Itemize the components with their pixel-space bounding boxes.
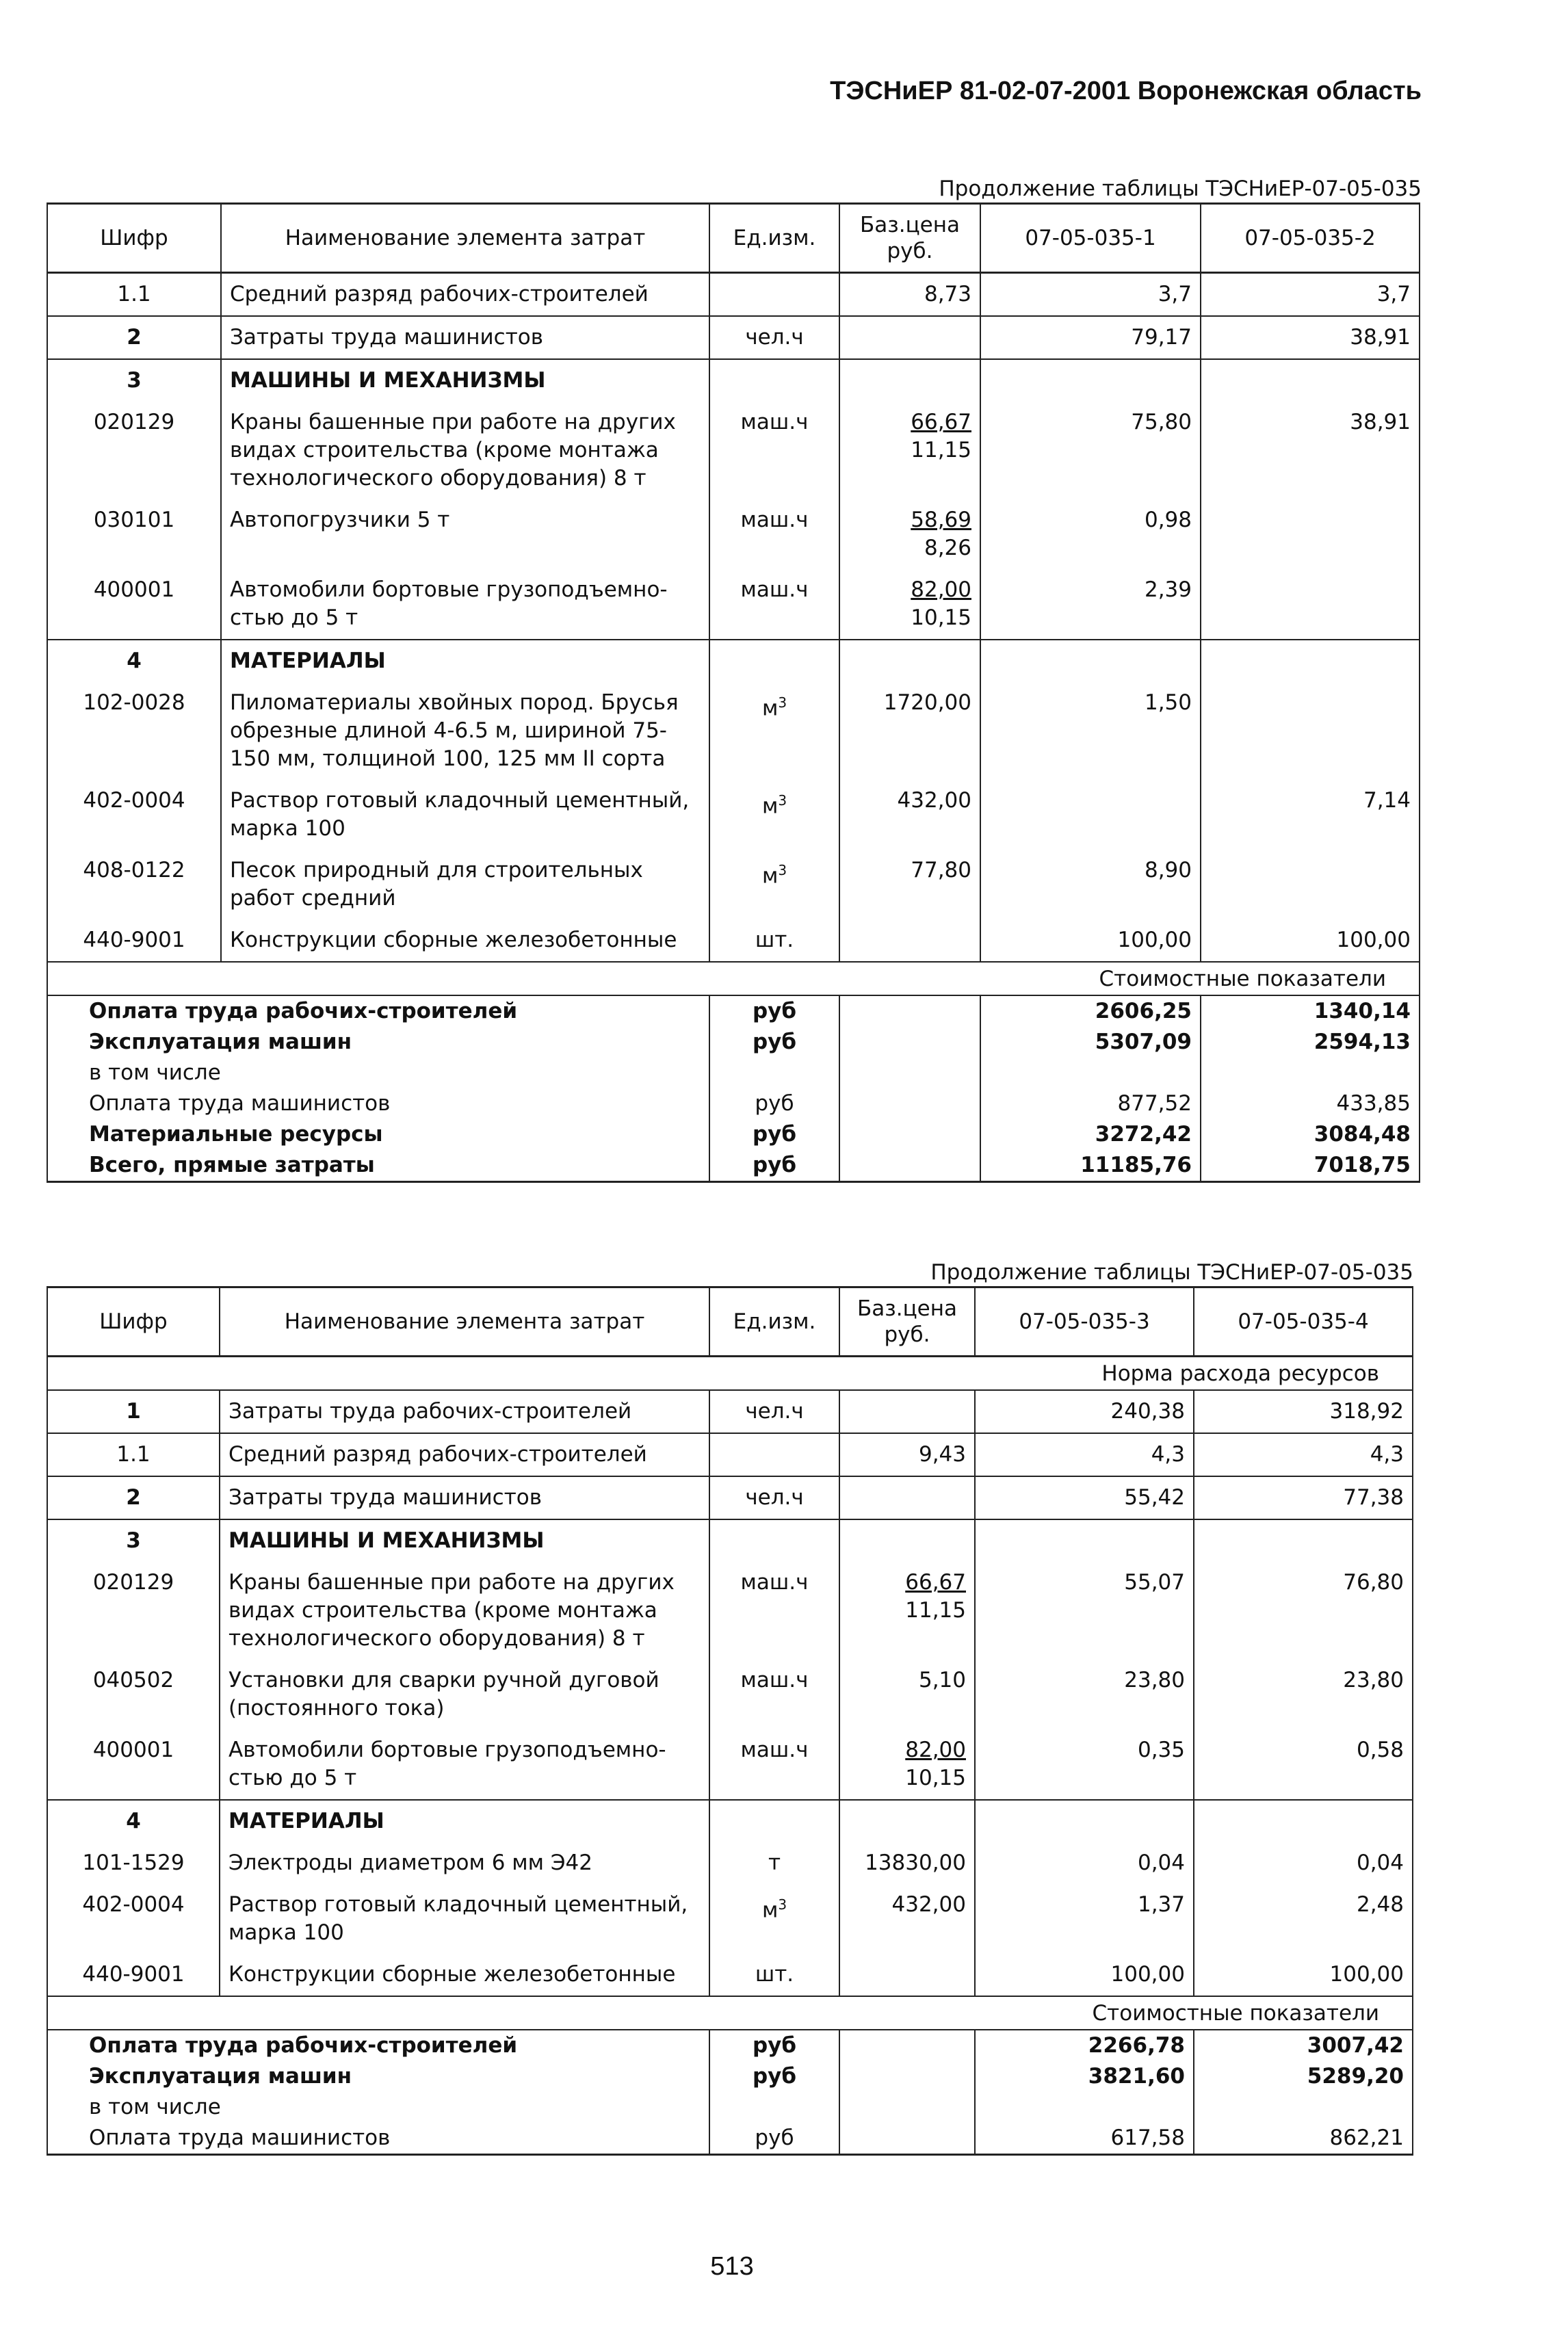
unit-text: м [761, 1898, 779, 1923]
unit-text: маш.ч [740, 1570, 809, 1595]
row-unit [709, 850, 839, 919]
empty-cell [975, 1519, 1194, 1562]
row-unit [709, 1954, 839, 1996]
row-name: Затраты труда рабочих-строителей [220, 1390, 709, 1433]
row-value-1: 75,80 [980, 402, 1201, 499]
cost-row [47, 2061, 1413, 2092]
row-price [839, 682, 980, 780]
row-unit [709, 569, 839, 640]
price-value: 9,43 [918, 1442, 966, 1467]
header-price [839, 1287, 975, 1357]
cost-value-1 [975, 2092, 1194, 2123]
row-price [839, 499, 980, 569]
empty-cell [839, 1027, 980, 1058]
row-value-2: 38,91 [1201, 316, 1420, 359]
cost-label: Оплата труда рабочих-строителей [47, 995, 709, 1027]
row-value-1: 8,90 [980, 850, 1201, 919]
table-row [47, 682, 1420, 780]
row-code: 408-0122 [47, 850, 221, 919]
cost-value-1: 617,58 [975, 2123, 1194, 2155]
header-col2: 07-05-035-4 [1194, 1287, 1413, 1357]
cost-value-2: 433,85 [1201, 1088, 1420, 1119]
row-code: 030101 [47, 499, 221, 569]
unit-text: чел.ч [745, 1485, 804, 1510]
empty-cell [839, 1088, 980, 1119]
table-row [47, 569, 1420, 640]
row-code: 1 [47, 1390, 220, 1433]
row-unit [709, 780, 839, 850]
row-price [839, 273, 980, 317]
row-value-1: 1,50 [980, 682, 1201, 780]
row-value-2: 0,58 [1194, 1729, 1413, 1800]
cost-row [47, 1119, 1420, 1150]
table-row [47, 316, 1420, 359]
row-value-1: 2,39 [980, 569, 1201, 640]
empty-cell [709, 640, 839, 682]
section-row [47, 359, 1420, 402]
price-value: 432,00 [891, 1892, 966, 1917]
cost-value-2 [1201, 1058, 1420, 1088]
cost-section-label: Стоимостные показатели [47, 1996, 1413, 2030]
row-code: 400001 [47, 1729, 220, 1800]
header-name: Наименование элемента затрат [220, 1287, 709, 1357]
header-price-line2: руб. [887, 239, 933, 263]
row-code: 440-9001 [47, 1954, 220, 1996]
row-name: Электроды диаметром 6 мм Э42 [220, 1842, 709, 1884]
row-value-1: 55,07 [975, 1562, 1194, 1660]
cost-section-row [47, 962, 1420, 995]
table-row [47, 780, 1420, 850]
price-value: 8,73 [924, 282, 971, 306]
empty-cell [839, 1800, 975, 1842]
row-value-2 [1201, 569, 1420, 640]
table-row [47, 273, 1420, 317]
cost-label: Оплата труда рабочих-строителей [47, 2030, 709, 2061]
row-name: Средний разряд рабочих-строителей [221, 273, 709, 317]
row-value-1: 100,00 [980, 919, 1201, 962]
row-name: Краны башенные при работе на других видах строительства (кроме монтажа технологического оборудования) 8 т [220, 1562, 709, 1660]
empty-cell [839, 640, 980, 682]
unit-text: чел.ч [745, 325, 804, 350]
empty-cell [1194, 1519, 1413, 1562]
row-name: Установки для сварки ручной дуговой (постоянного тока) [220, 1660, 709, 1729]
unit-text: маш.ч [740, 577, 809, 602]
row-value-2: 77,38 [1194, 1476, 1413, 1519]
row-code: 102-0028 [47, 682, 221, 780]
cost-value-1 [980, 1058, 1201, 1088]
empty-cell [709, 359, 839, 402]
price-wage-value: 11,15 [911, 438, 971, 462]
cost-label: Оплата труда машинистов [47, 1088, 709, 1119]
table-row [47, 1562, 1413, 1660]
header-unit: Ед.изм. [709, 204, 839, 273]
cost-value-1: 2606,25 [980, 995, 1201, 1027]
empty-cell [975, 1800, 1194, 1842]
row-code: 020129 [47, 402, 221, 499]
cost-value-2: 862,21 [1194, 2123, 1413, 2155]
cost-label: в том числе [47, 2092, 709, 2123]
row-unit [709, 402, 839, 499]
row-name: Конструкции сборные железобетонные [220, 1954, 709, 1996]
cost-unit [709, 1058, 839, 1088]
cost-label: Материальные ресурсы [47, 1119, 709, 1150]
table-row [47, 1433, 1413, 1476]
row-name: МАШИНЫ И МЕХАНИЗМЫ [220, 1519, 709, 1562]
table-row [47, 1842, 1413, 1884]
norm-section-label: Норма расхода ресурсов [47, 1357, 1413, 1391]
empty-cell [839, 1519, 975, 1562]
row-name: Затраты труда машинистов [221, 316, 709, 359]
empty-cell [839, 359, 980, 402]
row-code: 101-1529 [47, 1842, 220, 1884]
row-name: Средний разряд рабочих-строителей [220, 1433, 709, 1476]
unit-text: шт. [755, 1962, 794, 1987]
price-value: 5,10 [918, 1668, 966, 1692]
row-price [839, 1842, 975, 1884]
cost-unit: руб [709, 1088, 839, 1119]
empty-cell [839, 2123, 975, 2155]
header-code: Шифр [47, 204, 221, 273]
unit-superscript: 3 [778, 792, 787, 809]
row-value-2: 0,04 [1194, 1842, 1413, 1884]
empty-cell [980, 640, 1201, 682]
row-value-1: 1,37 [975, 1884, 1194, 1954]
empty-cell [1194, 1800, 1413, 1842]
table-header-row [47, 204, 1420, 273]
price-wage-value: 11,15 [905, 1598, 966, 1623]
cost-row [47, 2092, 1413, 2123]
cost-value-1: 877,52 [980, 1088, 1201, 1119]
cost-row [47, 1058, 1420, 1088]
row-name: Краны башенные при работе на других видах строительства (кроме монтажа технологического оборудования) 8 т [221, 402, 709, 499]
price-value: 13830,00 [865, 1850, 966, 1875]
row-value-1: 3,7 [980, 273, 1201, 317]
cost-value-1: 2266,78 [975, 2030, 1194, 2061]
unit-text: м [761, 696, 779, 721]
cost-row [47, 995, 1420, 1027]
header-price [839, 204, 980, 273]
empty-cell [839, 1058, 980, 1088]
row-price [839, 850, 980, 919]
price-wage-value: 10,15 [905, 1766, 966, 1790]
empty-cell [1201, 640, 1420, 682]
price-value: 66,67 [905, 1570, 966, 1595]
unit-text: маш.ч [740, 1738, 809, 1762]
cost-unit: руб [709, 1027, 839, 1058]
row-code: 402-0004 [47, 780, 221, 850]
header-code: Шифр [47, 1287, 220, 1357]
row-name: Пиломатериалы хвойных пород. Брусья обрезные длиной 4-6.5 м, шириной 75-150 мм, толщиной 100, 125 мм II сорта [221, 682, 709, 780]
price-wage-value: 8,26 [924, 536, 971, 560]
unit-superscript: 3 [778, 862, 787, 878]
price-value: 82,00 [905, 1738, 966, 1762]
cost-value-1: 11185,76 [980, 1150, 1201, 1182]
cost-value-2: 7018,75 [1201, 1150, 1420, 1182]
row-value-1: 4,3 [975, 1433, 1194, 1476]
row-name: МАШИНЫ И МЕХАНИЗМЫ [221, 359, 709, 402]
unit-text: чел.ч [745, 1399, 804, 1424]
norm-section-row [47, 1357, 1413, 1391]
table-header-row [47, 1287, 1413, 1357]
table-row [47, 1954, 1413, 1996]
row-value-2: 100,00 [1201, 919, 1420, 962]
cost-unit: руб [709, 2061, 839, 2092]
price-value: 432,00 [897, 788, 971, 813]
row-value-2 [1201, 499, 1420, 569]
cost-value-2: 5289,20 [1194, 2061, 1413, 2092]
empty-cell [839, 1150, 980, 1182]
cost-row [47, 1088, 1420, 1119]
unit-superscript: 3 [778, 694, 787, 711]
table-row [47, 1729, 1413, 1800]
row-name: Песок природный для строительных работ средний [221, 850, 709, 919]
unit-text: маш.ч [740, 508, 809, 532]
unit-text: м [761, 794, 779, 819]
empty-cell [980, 359, 1201, 402]
cost-row [47, 2030, 1413, 2061]
document-title: ТЭСНиЕР 81-02-07-2001 Воронежская область [830, 77, 1422, 105]
row-code: 440-9001 [47, 919, 221, 962]
row-name: Автопогрузчики 5 т [221, 499, 709, 569]
page-number: 513 [710, 2252, 754, 2281]
table-row [47, 402, 1420, 499]
unit-text: м [761, 863, 779, 889]
row-name: Затраты труда машинистов [220, 1476, 709, 1519]
cost-value-2 [1194, 2092, 1413, 2123]
cost-unit: руб [709, 1150, 839, 1182]
row-value-2 [1201, 682, 1420, 780]
section-row [47, 640, 1420, 682]
header-col1: 07-05-035-1 [980, 204, 1201, 273]
cost-unit: руб [709, 1119, 839, 1150]
row-code: 402-0004 [47, 1884, 220, 1954]
row-unit [709, 1842, 839, 1884]
table2-caption: Продолжение таблицы ТЭСНиЕР-07-05-035 [930, 1260, 1413, 1285]
price-value: 58,69 [911, 508, 971, 532]
header-price-line1: Баз.цена [859, 213, 961, 237]
row-code: 4 [47, 1800, 220, 1842]
row-unit [709, 1390, 839, 1433]
header-col1: 07-05-035-3 [975, 1287, 1194, 1357]
row-price [839, 1884, 975, 1954]
row-price [839, 780, 980, 850]
cost-label: Эксплуатация машин [47, 2061, 709, 2092]
table-row [47, 1476, 1413, 1519]
row-value-2: 4,3 [1194, 1433, 1413, 1476]
resource-table-2 [47, 1286, 1413, 2156]
row-unit [709, 682, 839, 780]
row-value-2: 100,00 [1194, 1954, 1413, 1996]
row-code: 2 [47, 1476, 220, 1519]
row-name: МАТЕРИАЛЫ [220, 1800, 709, 1842]
row-price [839, 569, 980, 640]
price-value: 82,00 [911, 577, 971, 602]
row-value-1: 55,42 [975, 1476, 1194, 1519]
row-value-2: 23,80 [1194, 1660, 1413, 1729]
row-value-1: 0,35 [975, 1729, 1194, 1800]
header-col2: 07-05-035-2 [1201, 204, 1420, 273]
cost-value-2: 3084,48 [1201, 1119, 1420, 1150]
row-unit [709, 1729, 839, 1800]
cost-unit: руб [709, 2123, 839, 2155]
cost-unit [709, 2092, 839, 2123]
resource-table-1 [47, 202, 1420, 1183]
cost-value-1: 5307,09 [980, 1027, 1201, 1058]
row-name: Автомобили бортовые грузоподъемно-стью до 5 т [220, 1729, 709, 1800]
row-price [839, 1390, 975, 1433]
cost-value-2: 2594,13 [1201, 1027, 1420, 1058]
row-value-2: 2,48 [1194, 1884, 1413, 1954]
table-row [47, 1390, 1413, 1433]
row-name: Конструкции сборные железобетонные [221, 919, 709, 962]
row-value-2: 76,80 [1194, 1562, 1413, 1660]
row-value-1: 0,98 [980, 499, 1201, 569]
row-unit [709, 1433, 839, 1476]
cost-section-label: Стоимостные показатели [47, 962, 1420, 995]
row-unit [709, 1660, 839, 1729]
cost-unit: руб [709, 995, 839, 1027]
row-value-2: 3,7 [1201, 273, 1420, 317]
unit-text: маш.ч [740, 410, 809, 434]
cost-label: Эксплуатация машин [47, 1027, 709, 1058]
row-code: 3 [47, 359, 221, 402]
unit-superscript: 3 [778, 1896, 787, 1913]
row-value-1: 23,80 [975, 1660, 1194, 1729]
table-row [47, 919, 1420, 962]
empty-cell [839, 1119, 980, 1150]
row-value-2: 38,91 [1201, 402, 1420, 499]
header-price-line2: руб. [884, 1322, 930, 1347]
row-value-2 [1201, 850, 1420, 919]
table-row [47, 850, 1420, 919]
row-price [839, 919, 980, 962]
row-price [839, 402, 980, 499]
row-unit [709, 1562, 839, 1660]
table-row [47, 1660, 1413, 1729]
row-unit [709, 316, 839, 359]
header-name: Наименование элемента затрат [221, 204, 709, 273]
row-unit [709, 499, 839, 569]
price-wage-value: 10,15 [911, 605, 971, 630]
cost-label: в том числе [47, 1058, 709, 1088]
row-price [839, 1562, 975, 1660]
row-value-1: 0,04 [975, 1842, 1194, 1884]
cost-value-1: 3821,60 [975, 2061, 1194, 2092]
row-unit [709, 273, 839, 317]
row-code: 2 [47, 316, 221, 359]
row-price [839, 1729, 975, 1800]
table2-body [47, 1357, 1413, 2155]
row-price [839, 1433, 975, 1476]
row-code: 020129 [47, 1562, 220, 1660]
row-value-2: 318,92 [1194, 1390, 1413, 1433]
table-row [47, 499, 1420, 569]
empty-cell [839, 2061, 975, 2092]
empty-cell [839, 995, 980, 1027]
row-code: 400001 [47, 569, 221, 640]
section-row [47, 1519, 1413, 1562]
row-value-2: 7,14 [1201, 780, 1420, 850]
table1-body [47, 273, 1420, 1182]
header-price-line1: Баз.цена [857, 1296, 958, 1321]
cost-row [47, 2123, 1413, 2155]
row-name: Раствор готовый кладочный цементный, марка 100 [220, 1884, 709, 1954]
price-value: 1720,00 [883, 690, 971, 715]
row-code: 1.1 [47, 1433, 220, 1476]
cost-row [47, 1150, 1420, 1182]
price-value: 77,80 [911, 858, 971, 882]
empty-cell [839, 2030, 975, 2061]
cost-label: Оплата труда машинистов [47, 2123, 709, 2155]
table1-caption: Продолжение таблицы ТЭСНиЕР-07-05-035 [939, 176, 1422, 201]
row-name: Автомобили бортовые грузоподъемно-стью до 5 т [221, 569, 709, 640]
cost-value-2: 1340,14 [1201, 995, 1420, 1027]
row-name: МАТЕРИАЛЫ [221, 640, 709, 682]
price-value: 66,67 [911, 410, 971, 434]
cost-unit: руб [709, 2030, 839, 2061]
cost-value-1: 3272,42 [980, 1119, 1201, 1150]
empty-cell [839, 2092, 975, 2123]
row-code: 4 [47, 640, 221, 682]
row-name: Раствор готовый кладочный цементный, марка 100 [221, 780, 709, 850]
row-value-1: 240,38 [975, 1390, 1194, 1433]
row-price [839, 1954, 975, 1996]
row-value-1: 100,00 [975, 1954, 1194, 1996]
row-unit [709, 1476, 839, 1519]
cost-value-2: 3007,42 [1194, 2030, 1413, 2061]
row-unit [709, 1884, 839, 1954]
row-code: 3 [47, 1519, 220, 1562]
cost-section-row [47, 1996, 1413, 2030]
row-unit [709, 919, 839, 962]
cost-row [47, 1027, 1420, 1058]
section-row [47, 1800, 1413, 1842]
row-code: 040502 [47, 1660, 220, 1729]
row-price [839, 316, 980, 359]
header-unit: Ед.изм. [709, 1287, 839, 1357]
empty-cell [709, 1800, 839, 1842]
empty-cell [1201, 359, 1420, 402]
cost-label: Всего, прямые затраты [47, 1150, 709, 1182]
row-code: 1.1 [47, 273, 221, 317]
unit-text: т [768, 1850, 781, 1875]
row-value-1: 79,17 [980, 316, 1201, 359]
table-row [47, 1884, 1413, 1954]
row-price [839, 1476, 975, 1519]
row-value-1 [980, 780, 1201, 850]
empty-cell [709, 1519, 839, 1562]
unit-text: шт. [755, 928, 794, 952]
row-price [839, 1660, 975, 1729]
unit-text: маш.ч [740, 1668, 809, 1692]
